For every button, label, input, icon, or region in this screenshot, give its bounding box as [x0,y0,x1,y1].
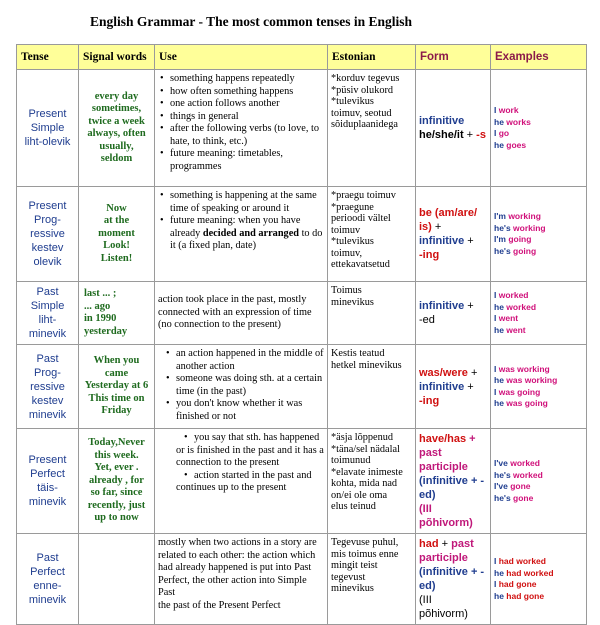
example: I'm going [494,234,532,244]
header-use: Use [155,45,328,70]
form-cell: be (am/are/ is) + infinitive + -ing [416,187,491,282]
form-cell: infinitive he/she/it + -s [416,70,491,187]
table-row [17,534,587,625]
tenses-table [16,44,587,625]
header-form: Form [416,45,491,70]
header-row [17,45,587,70]
example: I worked [494,290,529,300]
header-estonian: Estonian [328,45,416,70]
use-item: • something happens repeatedly [170,73,324,86]
use-item: • how often something happens [170,86,324,99]
example: he went [494,324,526,335]
table-row [17,282,587,345]
signal-words-cell: every day sometimes, twice a week always, often usually, seldom [79,70,155,187]
example: I was going [494,386,541,397]
signal-words-cell: last ... ; ... ago in 1990 yesterday [79,282,155,345]
example: he goes [494,139,527,150]
use-item: • an action happened in the middle of another action [176,348,324,373]
header-signal-words: Signal words [79,45,155,70]
tense-cell: Present Prog- ressive kestev olevik [17,187,79,282]
example: he's worked [494,469,543,480]
use-item: • you don't know whether it was finished or not [176,398,324,423]
tense-cell: Present Simple liht-olevik [17,70,79,187]
estonian-cell: Toimus minevikus [328,282,416,345]
examples-cell [491,70,587,187]
example: I'm working [494,211,541,221]
example: he's gone [494,492,534,503]
example: he worked [494,301,537,312]
example: he had worked [494,567,554,578]
use-item: • things in general [170,111,324,124]
use-cell [155,534,328,625]
examples-cell [491,187,587,282]
use-item: mostly when two actions in a story are related to each other: the action which had already happened is put into Past Perfect, the other action into Simple Past [158,537,317,598]
use-cell [155,282,328,345]
tense-cell: Past Simple liht- minevik [17,282,79,345]
examples-cell [491,534,587,625]
examples-cell [491,282,587,345]
example: he was going [494,398,548,408]
tense-cell: Past Perfect enne- minevik [17,534,79,625]
use-item: • after the following verbs (to love, to hate, to think, etc.) [170,123,324,148]
tense-cell: Past Prog- ressive kestev minevik [17,345,79,429]
use-cell [155,345,328,429]
estonian-cell: Kestis teatud hetkel minevikus [328,345,416,429]
example: I had worked [494,556,546,566]
use-item: • something is happening at the same time of speaking or around it [170,190,324,215]
signal-words-cell: When you came Yesterday at 6 This time on Friday [79,345,155,429]
estonian-cell: *äsja lõppenud *täna/sel nädalal toimunud *elavate inimeste kohta, mida nad on/ei ole oma elus teinud [328,429,416,534]
use-cell [155,187,328,282]
header-tense: Tense [17,45,79,70]
tense-cell: Present Perfect täis- minevik [17,429,79,534]
use-item: • action started in the past and continues up to the present [176,470,324,495]
table-row [17,187,587,282]
signal-words-cell [79,534,155,625]
example: I work [494,105,519,115]
table-row [17,429,587,534]
signal-words-cell: Today,Never this week. Yet, ever . already , for so far, since recently, just up to now [79,429,155,534]
page-title: English Grammar - The most common tenses in English [90,14,413,29]
use-item: action took place in the past, mostly connected with an expression of time (no connection to the present) [158,294,312,331]
example: I've gone [494,481,531,491]
example: I've worked [494,458,540,468]
estonian-cell: *korduv tegevus *püsiv olukord *tulevikus toimuv, seotud sõiduplaanidega [328,70,416,187]
table-row [17,345,587,429]
use-item: • one action follows another [170,98,324,111]
example: he's going [494,245,537,256]
form-cell: have/has + past participle (infinitive + -ed) (III põhivorm) [416,429,491,534]
estonian-cell: Tegevuse puhul, mis toimus enne mingit teist tegevust minevikus [328,534,416,625]
use-item: • future meaning: timetables, programmes [170,148,324,173]
example: he works [494,116,531,127]
header-examples: Examples [491,45,587,70]
use-cell [155,70,328,187]
example: I went [494,313,519,323]
examples-cell [491,345,587,429]
example: he was working [494,375,558,385]
use-emphasis: decided and arranged [202,227,299,239]
form-cell: was/were + infinitive + -ing [416,345,491,429]
example: I go [494,128,510,138]
form-cell: had + past participle (infinitive + -ed) (III põhivorm) [416,534,491,625]
examples-cell [491,429,587,534]
use-item: the past of the Present Perfect [158,599,281,611]
example: he's working [494,222,546,233]
example: I was working [494,363,550,374]
example: I had gone [494,579,537,589]
use-item: • someone was doing sth. at a certain time (in the past) [176,373,324,398]
signal-words-cell: Now at the moment Look! Listen! [79,187,155,282]
use-cell [155,429,328,534]
use-item: • you say that sth. has happened or is finished in the past and it has a connection to the present [176,432,324,470]
estonian-cell: *praegu toimuv *praegune perioodi vältel toimuv *tulevikus toimuv, ettekavatsetud [328,187,416,282]
table-row [17,70,587,187]
form-cell: infinitive + -ed [416,282,491,345]
example: he had gone [494,590,545,601]
use-item: • future meaning: when you have already decided and arranged to do it (a fixed plan, date) [170,215,324,253]
